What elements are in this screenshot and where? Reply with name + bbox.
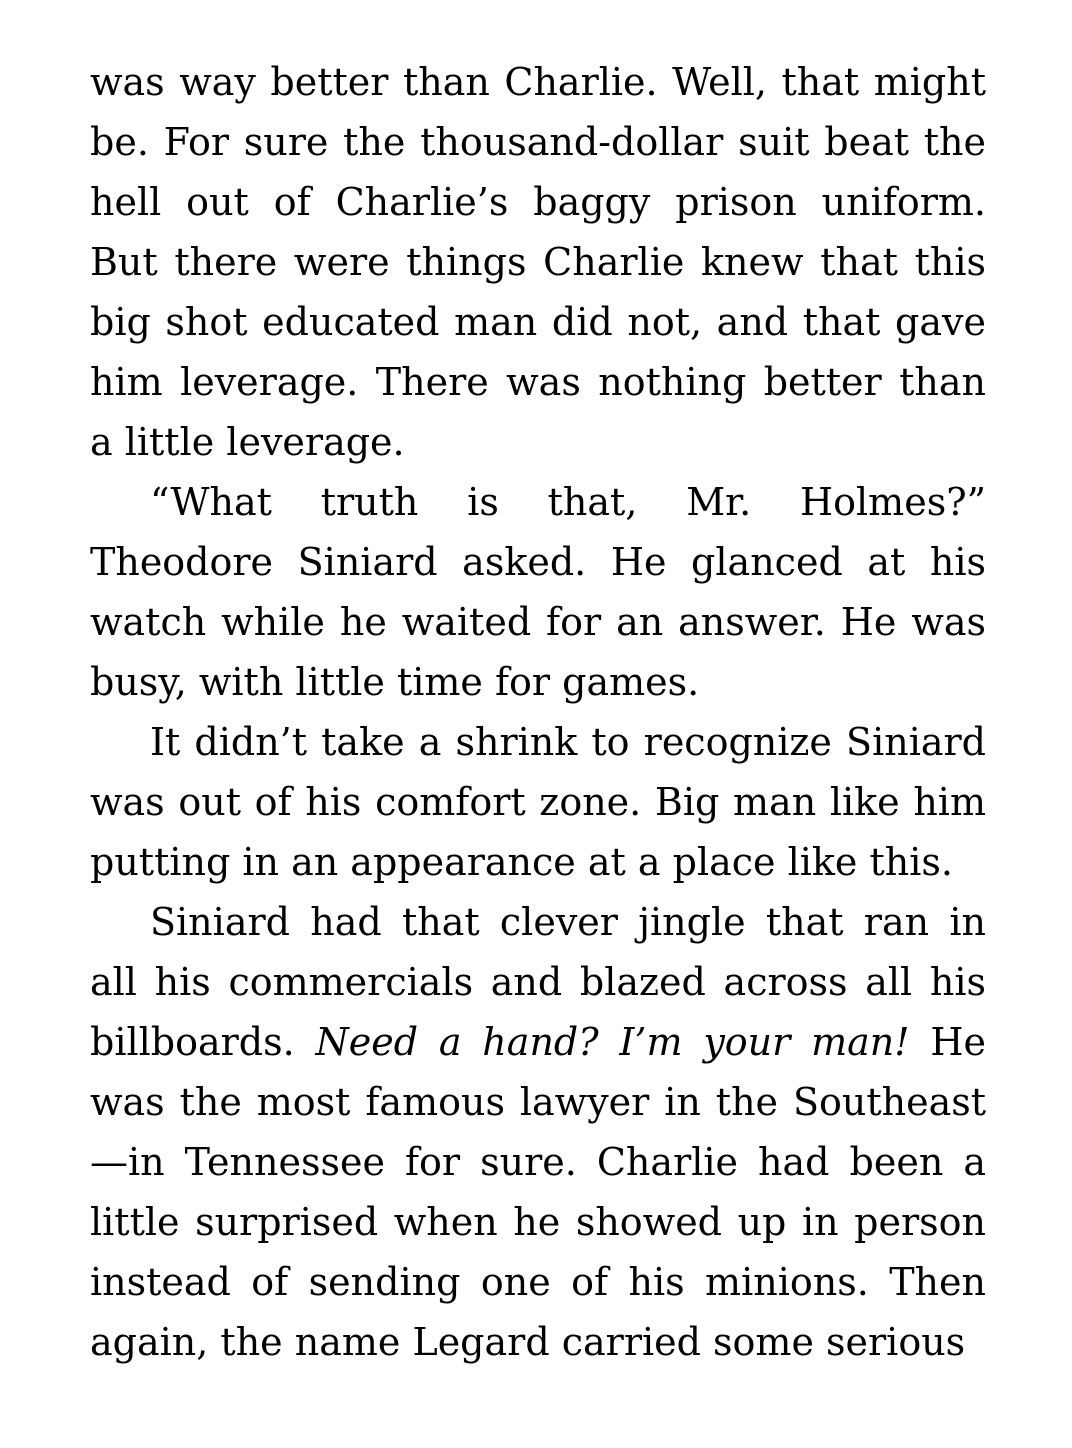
paragraph <box>90 892 986 1372</box>
paragraph: It didn’t take a shrink to recognize Siniard was out of his comfort zone. Big man like him putting in an appearance at a place like this. <box>90 720 986 884</box>
paragraph: “What truth is that, Mr. Holmes?” Theodore Siniard asked. He glanced at his watch while he waited for an answer. He was busy, with little time for games. <box>90 480 986 704</box>
paragraph: was way better than Charlie. Well, that might be. For sure the thousand-dollar suit beat the hell out of Charlie’s baggy prison uniform. But there were things Charlie knew that this big shot educated man did not, and that gave him leverage. There was nothing better than a little leverage. <box>90 60 986 464</box>
paragraph-text: Siniard had that clever jingle that ran in all his commercials and blazed across all his billboards. <box>90 900 986 1064</box>
paragraph-text: He was the most famous lawyer in the Southeast—in Tennessee for sure. Charlie had been a little surprised when he showed up in person instead of sending one of his minions. Then again, the name Legard carried some serious <box>90 1020 986 1364</box>
italic-jingle: Need a hand? I’m your man! <box>315 1020 910 1064</box>
book-page <box>90 52 986 1372</box>
